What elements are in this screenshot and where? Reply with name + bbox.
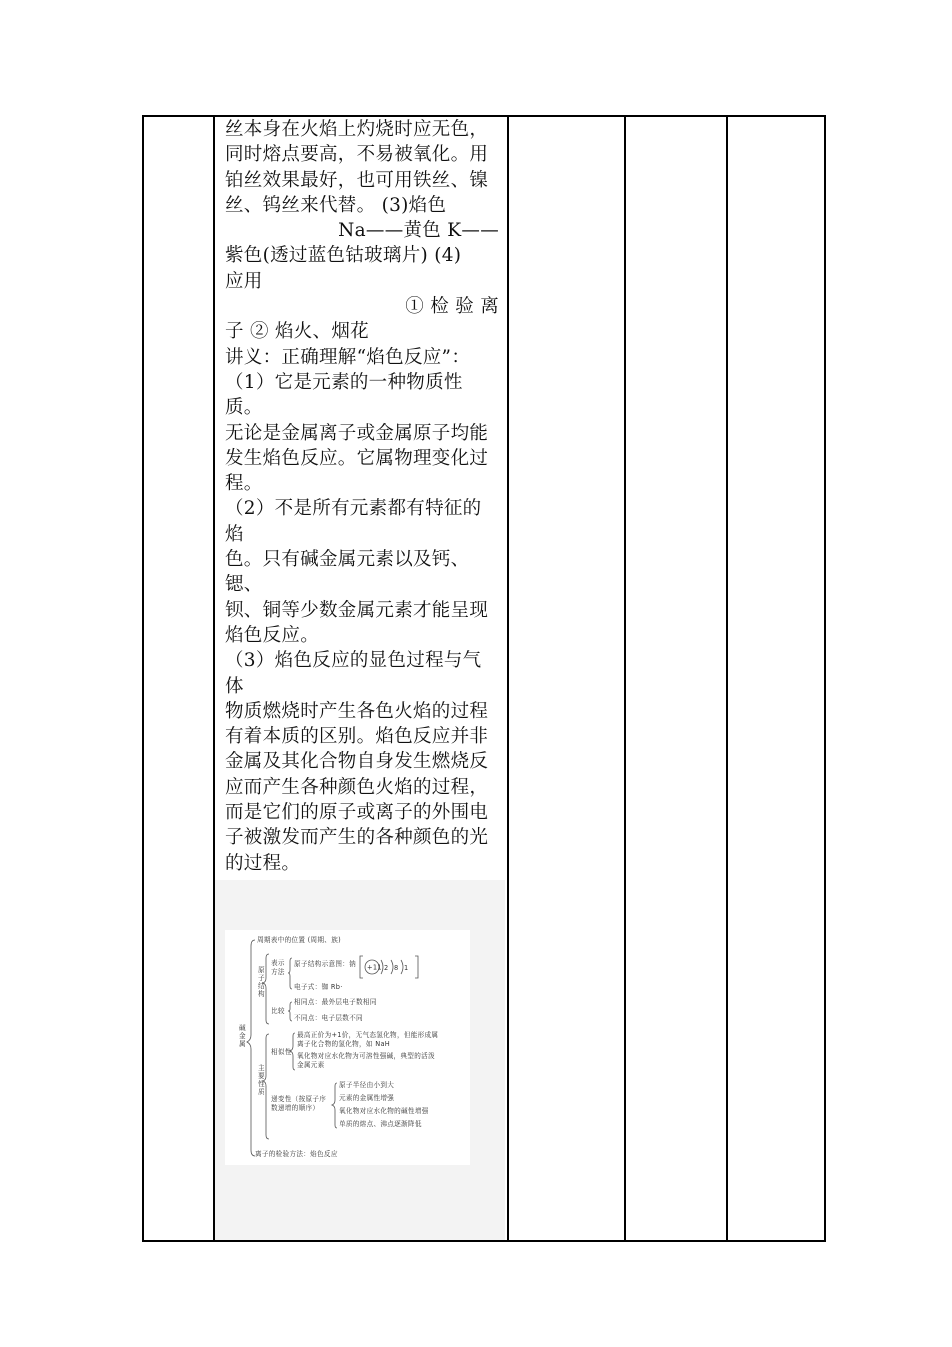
text-line: ① 检 验 离 — [405, 296, 499, 318]
nucleus-label: +11 — [367, 963, 382, 972]
text-line: （2）不是所有元素都有特征的焰 — [225, 498, 482, 545]
text-line: 应用 — [225, 270, 263, 292]
main-props-c4: 质 — [258, 1087, 265, 1096]
sim-4: 金属元素 — [297, 1060, 325, 1069]
electron-formula-label: 电子式：铷 Rb· — [294, 982, 343, 991]
text-line: 金属及其化合物自身发生燃烧反 — [225, 751, 489, 773]
root-label-2: 金 — [239, 1031, 246, 1040]
same-label: 相同点：最外层电子数相同 — [294, 997, 377, 1006]
text-line: 无论是金属离子或金属原子均能 — [225, 422, 489, 444]
sim-1: 最高正价为+1价，无气态氢化物，但能形成属 — [297, 1030, 439, 1039]
shell-1: 2 — [384, 963, 389, 972]
text-line: （3）焰色反应的显色过程与气体 — [225, 650, 482, 697]
position-label: 周期表中的位置 (周期、族) — [257, 935, 341, 944]
text-line: 程。 — [225, 473, 263, 495]
body-text — [215, 117, 507, 1240]
main-props-c3: 性 — [258, 1079, 265, 1088]
main-props-c1: 主 — [258, 1063, 265, 1072]
text-line: 同时熔点要高，不易被氧化。用 — [225, 144, 489, 166]
compare-label: 比较 — [271, 1006, 285, 1015]
rep-c2: 方法 — [271, 967, 285, 976]
text-line: 紫色(透过蓝色钴玻璃片) (4) — [225, 245, 462, 267]
table-cell-1 — [143, 116, 214, 1241]
text-line: 应而产生各种颜色火焰的过程， — [225, 776, 489, 798]
sim-3: 氧化物对应水化物为可溶性强碱，典型的活泼 — [297, 1051, 435, 1060]
text-line: 丝、钨丝来代替。 (3)焰色 — [225, 194, 447, 216]
main-props-c2: 要 — [258, 1071, 265, 1080]
root-label-3: 属 — [239, 1039, 246, 1048]
root-label-1: 碱 — [239, 1023, 246, 1032]
grad-4: 单质的熔点、沸点逐渐降低 — [339, 1119, 422, 1128]
similarity-label: 相似性 — [271, 1047, 292, 1056]
table-cell-content — [214, 116, 508, 1241]
detection-label: 离子的检验方法：焰色反应 — [255, 1149, 338, 1158]
text-line: 焰色反应。 — [225, 624, 320, 646]
gradient-label-2: 数递增的顺序） — [271, 1103, 320, 1112]
shell-2: 8 — [394, 963, 399, 972]
document-table — [142, 115, 826, 1242]
grad-3: 氧化物对应水化物的碱性增强 — [339, 1106, 429, 1115]
grad-1: 原子半径由小到大 — [339, 1080, 395, 1089]
text-line: 色。只有碱金属元素以及钙、锶、 — [225, 549, 470, 596]
table-cell-4 — [625, 116, 727, 1241]
rep-c1: 表示 — [271, 958, 285, 967]
atom-structure-c1: 原 — [258, 965, 265, 974]
text-line: （1）它是元素的一种物质性质。 — [225, 371, 463, 419]
concept-map-diagram — [225, 930, 470, 1165]
alkali-metal-figure — [215, 880, 505, 1240]
shell-3: 1 — [404, 963, 409, 972]
text-line: 钡、铜等少数金属元素才能呈现 — [225, 599, 489, 621]
text-line: 丝本身在火焰上灼烧时应无色， — [225, 119, 489, 140]
structure-diagram-label: 原子结构示意图：钠 — [294, 959, 357, 968]
gradient-label-1: 递变性（按原子序 — [271, 1094, 327, 1103]
text-line: 物质燃烧时产生各色火焰的过程 — [225, 700, 489, 722]
text-line: 铂丝效果最好，也可用铁丝、镍 — [225, 169, 489, 191]
text-line: 讲义：正确理解“焰色反应”： — [225, 346, 471, 368]
table-cell-3 — [508, 116, 625, 1241]
text-line: 发生焰色反应。它属物理变化过 — [225, 447, 489, 469]
diff-label: 不同点：电子层数不同 — [294, 1013, 363, 1022]
text-line: 的过程。 — [225, 852, 301, 874]
atom-structure-c2: 子 — [258, 973, 265, 982]
atom-structure-c3: 结 — [258, 981, 265, 990]
sim-2: 离子化合物的氢化物，如 NaH — [297, 1039, 391, 1048]
text-line: 有着本质的区别。焰色反应并非 — [225, 726, 489, 748]
grad-2: 元素的金属性增强 — [339, 1093, 395, 1102]
text-line: Na——黄色 K—— — [338, 220, 499, 242]
atom-structure-c4: 构 — [258, 989, 265, 998]
text-line: 子被激发而产生的各种颜色的光 — [225, 827, 489, 849]
text-line: 子 ② 焰火、烟花 — [225, 321, 369, 343]
table-cell-5 — [727, 116, 825, 1241]
text-line: 而是它们的原子或离子的外围电 — [225, 802, 489, 824]
